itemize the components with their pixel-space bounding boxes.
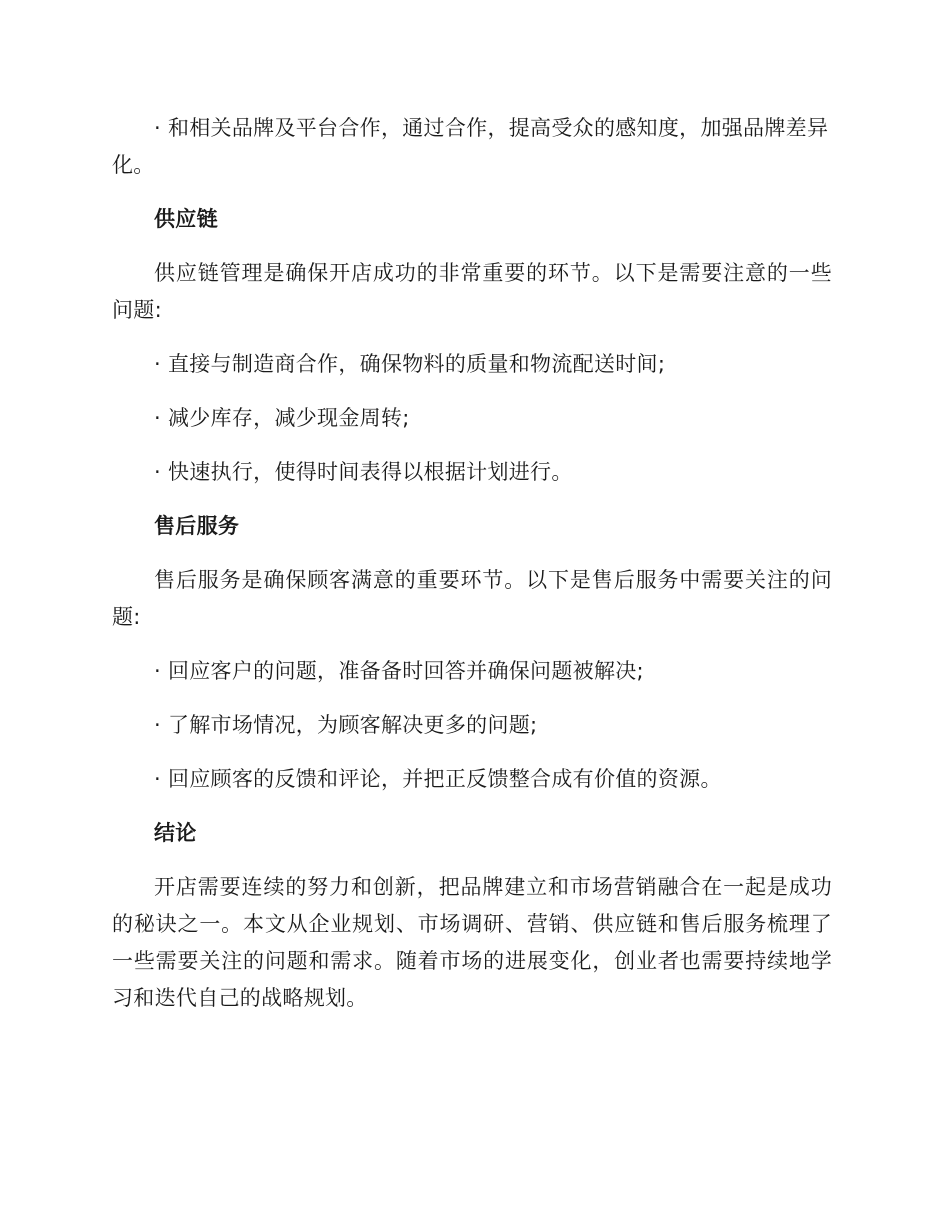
bullet-after-sales-market: · 了解市场情况，为顾客解决更多的问题;	[154, 713, 538, 737]
bullet-supply-chain-inventory: · 减少库存，减少现金周转;	[154, 406, 410, 430]
bullet-after-sales-respond: · 回应客户的问题，准备备时回答并确保问题被解决;	[154, 659, 644, 683]
section-heading-supply-chain: 供应链	[154, 207, 218, 231]
bullet-after-sales-feedback: · 回应顾客的反馈和评论，并把正反馈整合成有价值的资源。	[154, 767, 722, 791]
paragraph-supply-chain-intro: 供应链管理是确保开店成功的非常重要的环节。以下是需要注意的一些问题:	[112, 261, 832, 322]
paragraph-after-sales-intro: 售后服务是确保顾客满意的重要环节。以下是售后服务中需要关注的问题:	[112, 568, 832, 629]
document-body	[112, 110, 832, 1034]
bullet-supply-chain-execution: · 快速执行，使得时间表得以根据计划进行。	[154, 460, 573, 484]
paragraph-conclusion: 开店需要连续的努力和创新，把品牌建立和市场营销融合在一起是成功的秘诀之一。本文从企业规划、市场调研、营销、供应链和售后服务梳理了一些需要关注的问题和需求。随着市场的进展变化，创业者也需要持续地学习和迭代自己的战略规划。	[112, 875, 832, 1010]
bullet-brand-partnership: · 和相关品牌及平台合作，通过合作，提高受众的感知度，加强品牌差异化。	[112, 116, 829, 177]
bullet-supply-chain-manufacturer: · 直接与制造商合作，确保物料的质量和物流配送时间;	[154, 352, 666, 376]
section-heading-conclusion: 结论	[154, 821, 197, 845]
section-heading-after-sales: 售后服务	[154, 514, 240, 538]
